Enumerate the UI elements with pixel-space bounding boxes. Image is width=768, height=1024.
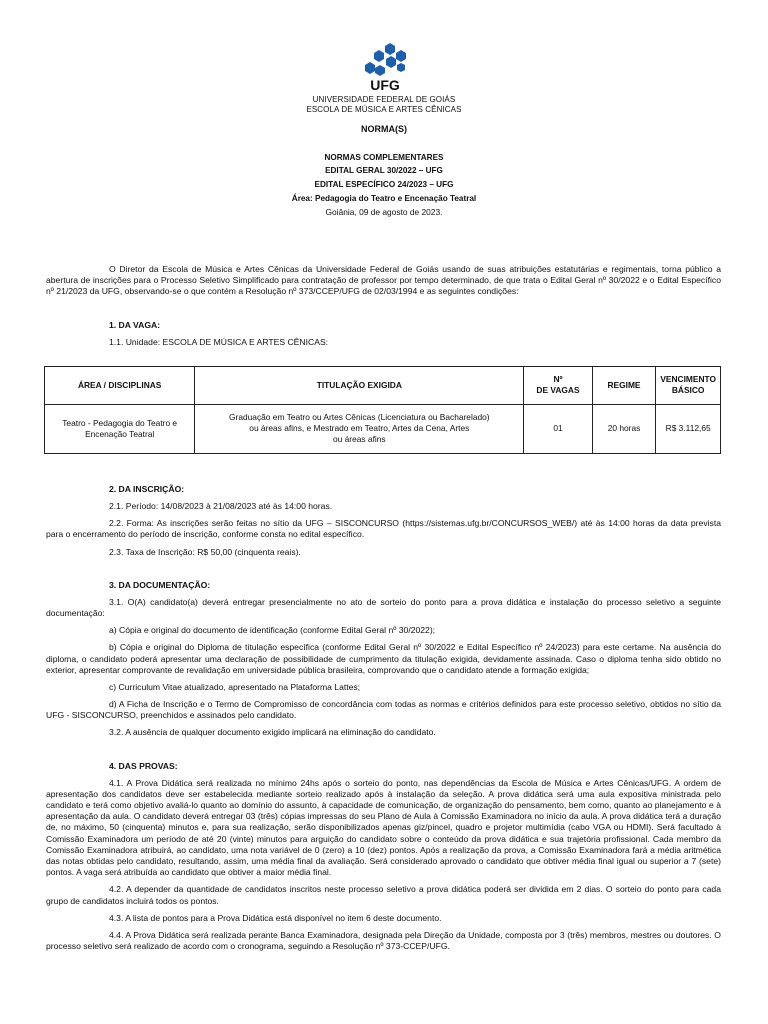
- cell-area: [45, 404, 195, 453]
- school-name: ESCOLA DE MÚSICA E ARTES CÊNICAS: [306, 105, 462, 114]
- norma-title: NORMA(S): [361, 124, 407, 134]
- vaga-unidade: 1.1. Unidade: ESCOLA DE MÚSICA E ARTES CÊNICAS:: [109, 336, 329, 347]
- section-vaga-heading: 1. DA VAGA:: [109, 319, 161, 330]
- documentacao-3-1: 3.1. O(A) candidato(a) deverá entregar presencialmente no ato de sorteio do ponto para a prova didática e instalação do processo seletivo a seguinte documentação:: [46, 596, 721, 619]
- cell-area-line1: Teatro - Pedagogia do Teatro e: [62, 417, 178, 428]
- col-regime-header: REGIME: [592, 366, 656, 404]
- provas-4-1: 4.1. A Prova Didática será realizada no mínimo 24hs após o sorteio do ponto, nas dependências da Escola de Música e Artes Cênicas/UFG. A ordem de apresentação dos candidatos deve ser estabelecida mediante sorteio realizado após à instalação da seleção. A prova didática será uma aula expositiva ministrada pelo candidato e terá como objetivo avaliá-lo quanto ao domínio do assunto, à capacidade de comunicação, de organização do pensamento, bem como, quanto ao planejamento e à apresentação da aula. O candidato deverá entregar 03 (três) cópias impressas do seu Plano de Aula à Comissão Examinadora no início da aula. A prova didática terá a duração de, no máximo, 50 (cinquenta) minutos e, para sua realização, serão disponibilizados apenas giz/pincel, quadro e projetor multimídia (cabo VGA ou HDMI). Será facultado à Comissão Examinadora um período de até 20 (vinte) minutos para arguição do candidato sobre o conteúdo da prova didática e sua trajetória profissional. Cada membro da Comissão Examinadora atribuirá, ao candidato, uma nota variável de 0 (zero) a 10 (dez) pontos. Após a realização da prova, a Comissão Examinadora fará a média aritmética das notas obtidas pelo candidato, resultando, assim, uma média final da avaliação. Será considerado aprovado o candidato que obtiver média final igual ou superior a 7 (sete) pontos. A vaga será atribuída ao candidato que obtiver a maior média final.: [46, 777, 721, 878]
- col-vencimento-header: [656, 366, 721, 404]
- provas-4-3: 4.3. A lista de pontos para a Prova Didática está disponível no item 6 deste documento.: [109, 912, 442, 923]
- cell-titulacao-line1: Graduação em Teatro ou Artes Cênicas (Licenciatura ou Bacharelado): [229, 412, 490, 423]
- cell-vagas: 01: [524, 404, 592, 453]
- vaga-table-header-row: [45, 366, 721, 404]
- inscricao-forma: 2.2. Forma: As inscrições serão feitas no sítio da UFG – SISCONCURSO (https://sistemas.ufg.br/CONCURSOS_WEB/) até às 14:00 horas da data prevista para o encerramento do período de inscrição, conforme consta no edital específico.: [46, 518, 721, 540]
- cell-vencimento: R$ 3.112,65: [656, 404, 721, 453]
- section-inscricao-heading: 2. DA INSCRIÇÃO:: [109, 483, 185, 494]
- documentacao-item-c: c) Curriculum Vitae atualizado, apresentado na Plataforma Lattes;: [109, 681, 361, 692]
- cell-titulacao-line3: ou áreas afins: [333, 434, 386, 445]
- cell-area-line2: Encenação Teatral: [85, 428, 155, 439]
- table-row: [45, 404, 721, 453]
- cell-titulacao: [195, 404, 524, 453]
- normas-complementares-title: NORMAS COMPLEMENTARES: [324, 152, 444, 162]
- provas-4-2: 4.2. A depender da quantidade de candidatos inscritos neste processo seletivo a prova didática poderá ser dividida em 2 dias. O sorteio do ponto para cada grupo de candidatos incluirá todos os pontos.: [46, 884, 721, 906]
- col-titulacao-header: TITULAÇÃO EXIGIDA: [195, 366, 524, 404]
- col-vagas-header-line1: Nº: [553, 374, 563, 385]
- edital-geral-title: EDITAL GERAL 30/2022 – UFG: [325, 166, 443, 176]
- col-vencimento-header-line2: BÁSICO: [671, 385, 705, 396]
- col-vagas-header-line2: DE VAGAS: [536, 385, 580, 396]
- documentacao-item-d: d) A Ficha de Inscrição e o Termo de Compromisso de concordância com todas as normas e critérios definidos para este processo seletivo, obtidos no sítio da UFG - SISCONCURSO, preenchidos e assinados pelo candidato.: [46, 699, 721, 721]
- provas-4-4: 4.4. A Prova Didática será realizada perante Banca Examinadora, designada pela Direção da Unidade, composta por 3 (três) membros, mestres ou doutores. O processo seletivo será realizado de acordo com o cronograma, seguindo a Resolução nº 373-CCEP/UFG.: [46, 929, 721, 952]
- area-title: Área: Pedagogia do Teatro e Encenação Teatral: [291, 193, 477, 203]
- col-vencimento-header-line1: VENCIMENTO: [660, 374, 716, 385]
- edital-especifico-title: EDITAL ESPECÍFICO 24/2023 – UFG: [314, 180, 454, 189]
- cell-regime: 20 horas: [592, 404, 656, 453]
- institution-header: [0, 95, 768, 115]
- col-area-header: ÁREA / DISCIPLINAS: [45, 366, 195, 404]
- section-documentacao-heading: 3. DA DOCUMENTAÇÃO:: [109, 579, 211, 590]
- university-name: UNIVERSIDADE FEDERAL DE GOIÁS: [312, 95, 456, 104]
- cell-titulacao-line2: ou áreas afins, e Mestrado em Teatro, Artes da Cena, Artes: [249, 423, 470, 434]
- logo-wordmark: UFG: [370, 77, 400, 92]
- document-date: Goiânia, 09 de agosto de 2023.: [325, 207, 443, 218]
- inscricao-taxa: 2.3. Taxa de Inscrição: R$ 50,00 (cinquenta reais).: [109, 546, 301, 557]
- section-provas-heading: 4. DAS PROVAS:: [109, 760, 178, 771]
- col-vagas-header: [524, 366, 592, 404]
- documentacao-item-a: a) Cópia e original do documento de identificação (conforme Edital Geral nº 30/2022);: [109, 625, 436, 636]
- document-titles: [0, 124, 768, 218]
- intro-paragraph: O Diretor da Escola de Música e Artes Cênicas da Universidade Federal de Goiás usando de suas atribuições estatutárias e regimentais, torna público a abertura de inscrições para o Processo Seletivo Simplificado para contratação de professor por tempo determinado, de que trata o Edital Geral nº 30/2022 e o Edital Específico nº 21/2023 da UFG, observando-se o que contém a Resolução nº 373/CCEP/UFG de 02/03/1994 e as seguintes condições:: [46, 264, 721, 297]
- documentacao-item-b: b) Cópia e original do Diploma de titulação específica (conforme Edital Geral nº 30/2022 e Edital Específico nº 24/2023) para este certame. Na ausência do diploma, o candidato poderá apresentar uma declaração de possibilidade de cumprimento da titulação exigida, devidamente assinada. Caso o diploma tenha sido obtido no exterior, apresentar comprovante de revalidação em universidade pública brasileira, comprovando que o candidato atende a formação exigida;: [46, 642, 721, 675]
- documentacao-3-2: 3.2. A ausência de qualquer documento exigido implicará na eliminação do candidato.: [109, 727, 436, 738]
- document-body: [46, 264, 721, 952]
- inscricao-periodo: 2.1. Período: 14/08/2023 à 21/08/2023 até às 14:00 horas.: [109, 501, 333, 512]
- ufg-logo: [364, 42, 406, 92]
- vaga-table: [44, 366, 721, 454]
